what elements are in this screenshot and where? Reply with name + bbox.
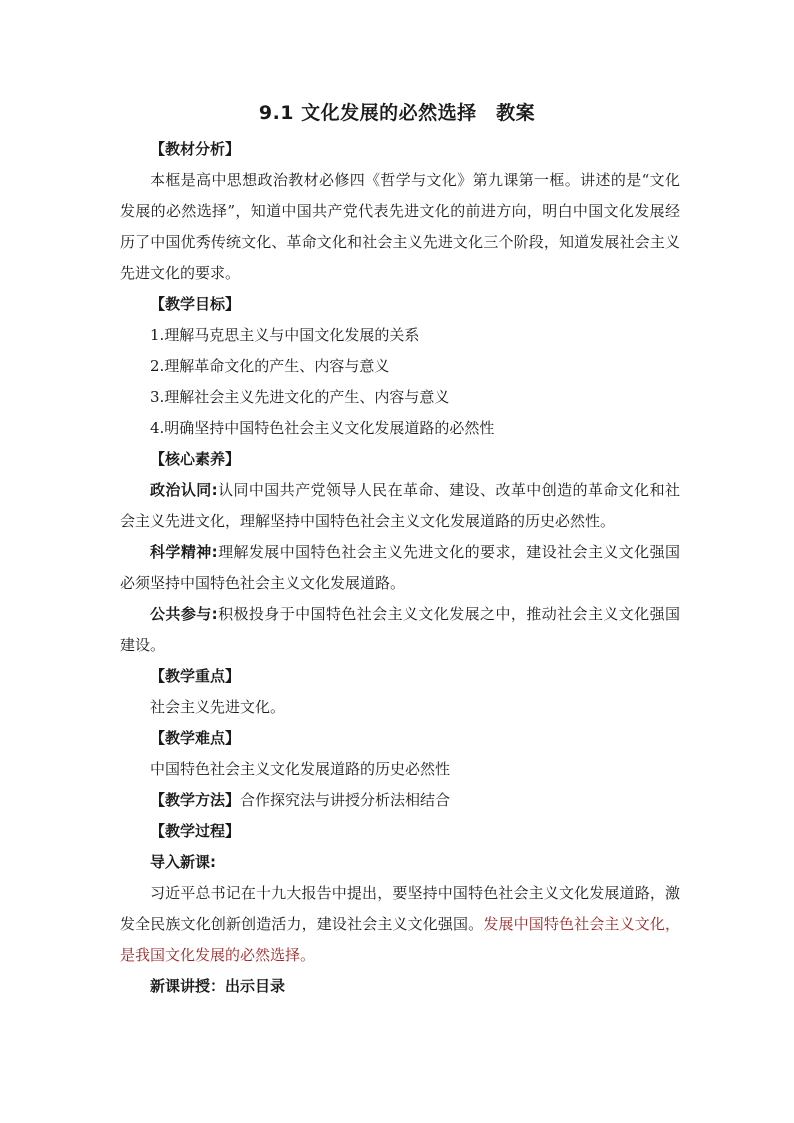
- document-title: 9.1 文化发展的必然选择 教案: [258, 102, 536, 124]
- section-heading-key: 【教学重点】: [150, 667, 241, 685]
- goal-item-3: 3.理解社会主义先进文化的产生、内容与意义: [150, 388, 450, 406]
- section-heading-core: 【核心素养】: [150, 450, 241, 468]
- intro-paragraph: [120, 878, 680, 971]
- core-item-political: [120, 475, 680, 537]
- core-text-science: 理解发展中国特色社会主义先进文化的要求，建设社会主义文化强国必须坚持中国特色社会主义文化发展道路。: [120, 543, 680, 592]
- section-heading-process: 【教学过程】: [150, 822, 241, 840]
- method-line: [120, 785, 680, 816]
- intro-highlight: 发展中国特色社会主义文化，是我国文化发展的必然选择。: [120, 915, 680, 964]
- analysis-paragraph: 本框是高中思想政治教材必修四《哲学与文化》第九课第一框。讲述的是“文化发展的必然选择”，知道中国共产党代表先进文化的前进方向，明白中国文化发展经历了中国优秀传统文化、革命文化和社会主义先进文化三个阶段，知道发展社会主义先进文化的要求。: [120, 171, 680, 282]
- intro-text: 习近平总书记在十九大报告中提出，要坚持中国特色社会主义文化发展道路，激发全民族文化创新创造活力，建设社会主义文化强国。: [120, 884, 680, 933]
- key-point-text: 社会主义先进文化。: [150, 698, 286, 716]
- core-text-public: 积极投身于中国特色社会主义文化发展之中，推动社会主义文化强国建设。: [120, 605, 680, 654]
- core-label-public: 公共参与:: [150, 605, 218, 623]
- goal-item-1: 1.理解马克思主义与中国文化发展的关系: [150, 326, 420, 344]
- core-label-science: 科学精神:: [150, 543, 218, 561]
- method-text: 合作探究法与讲授分析法相结合: [240, 791, 451, 809]
- core-item-public: [120, 599, 680, 661]
- section-heading-method: 【教学方法】: [150, 791, 241, 809]
- intro-heading: 导入新课:: [150, 853, 216, 871]
- section-heading-analysis: 【教材分析】: [150, 140, 241, 158]
- goal-item-2: 2.理解革命文化的产生、内容与意义: [150, 357, 390, 375]
- section-heading-goals: 【教学目标】: [150, 295, 241, 313]
- section-heading-difficult: 【教学难点】: [150, 729, 241, 747]
- core-item-science: [120, 537, 680, 599]
- document-body: [120, 134, 680, 1002]
- goal-item-4: 4.明确坚持中国特色社会主义文化发展道路的必然性: [150, 419, 495, 437]
- core-text-political: 认同中国共产党领导人民在革命、建设、改革中创造的革命文化和社会主义先进文化，理解坚持中国特色社会主义文化发展道路的历史必然性。: [120, 481, 680, 530]
- difficult-point-text: 中国特色社会主义文化发展道路的历史必然性: [150, 760, 451, 778]
- core-label-political: 政治认同:: [150, 481, 218, 499]
- lecture-heading: 新课讲授：出示目录: [150, 977, 286, 995]
